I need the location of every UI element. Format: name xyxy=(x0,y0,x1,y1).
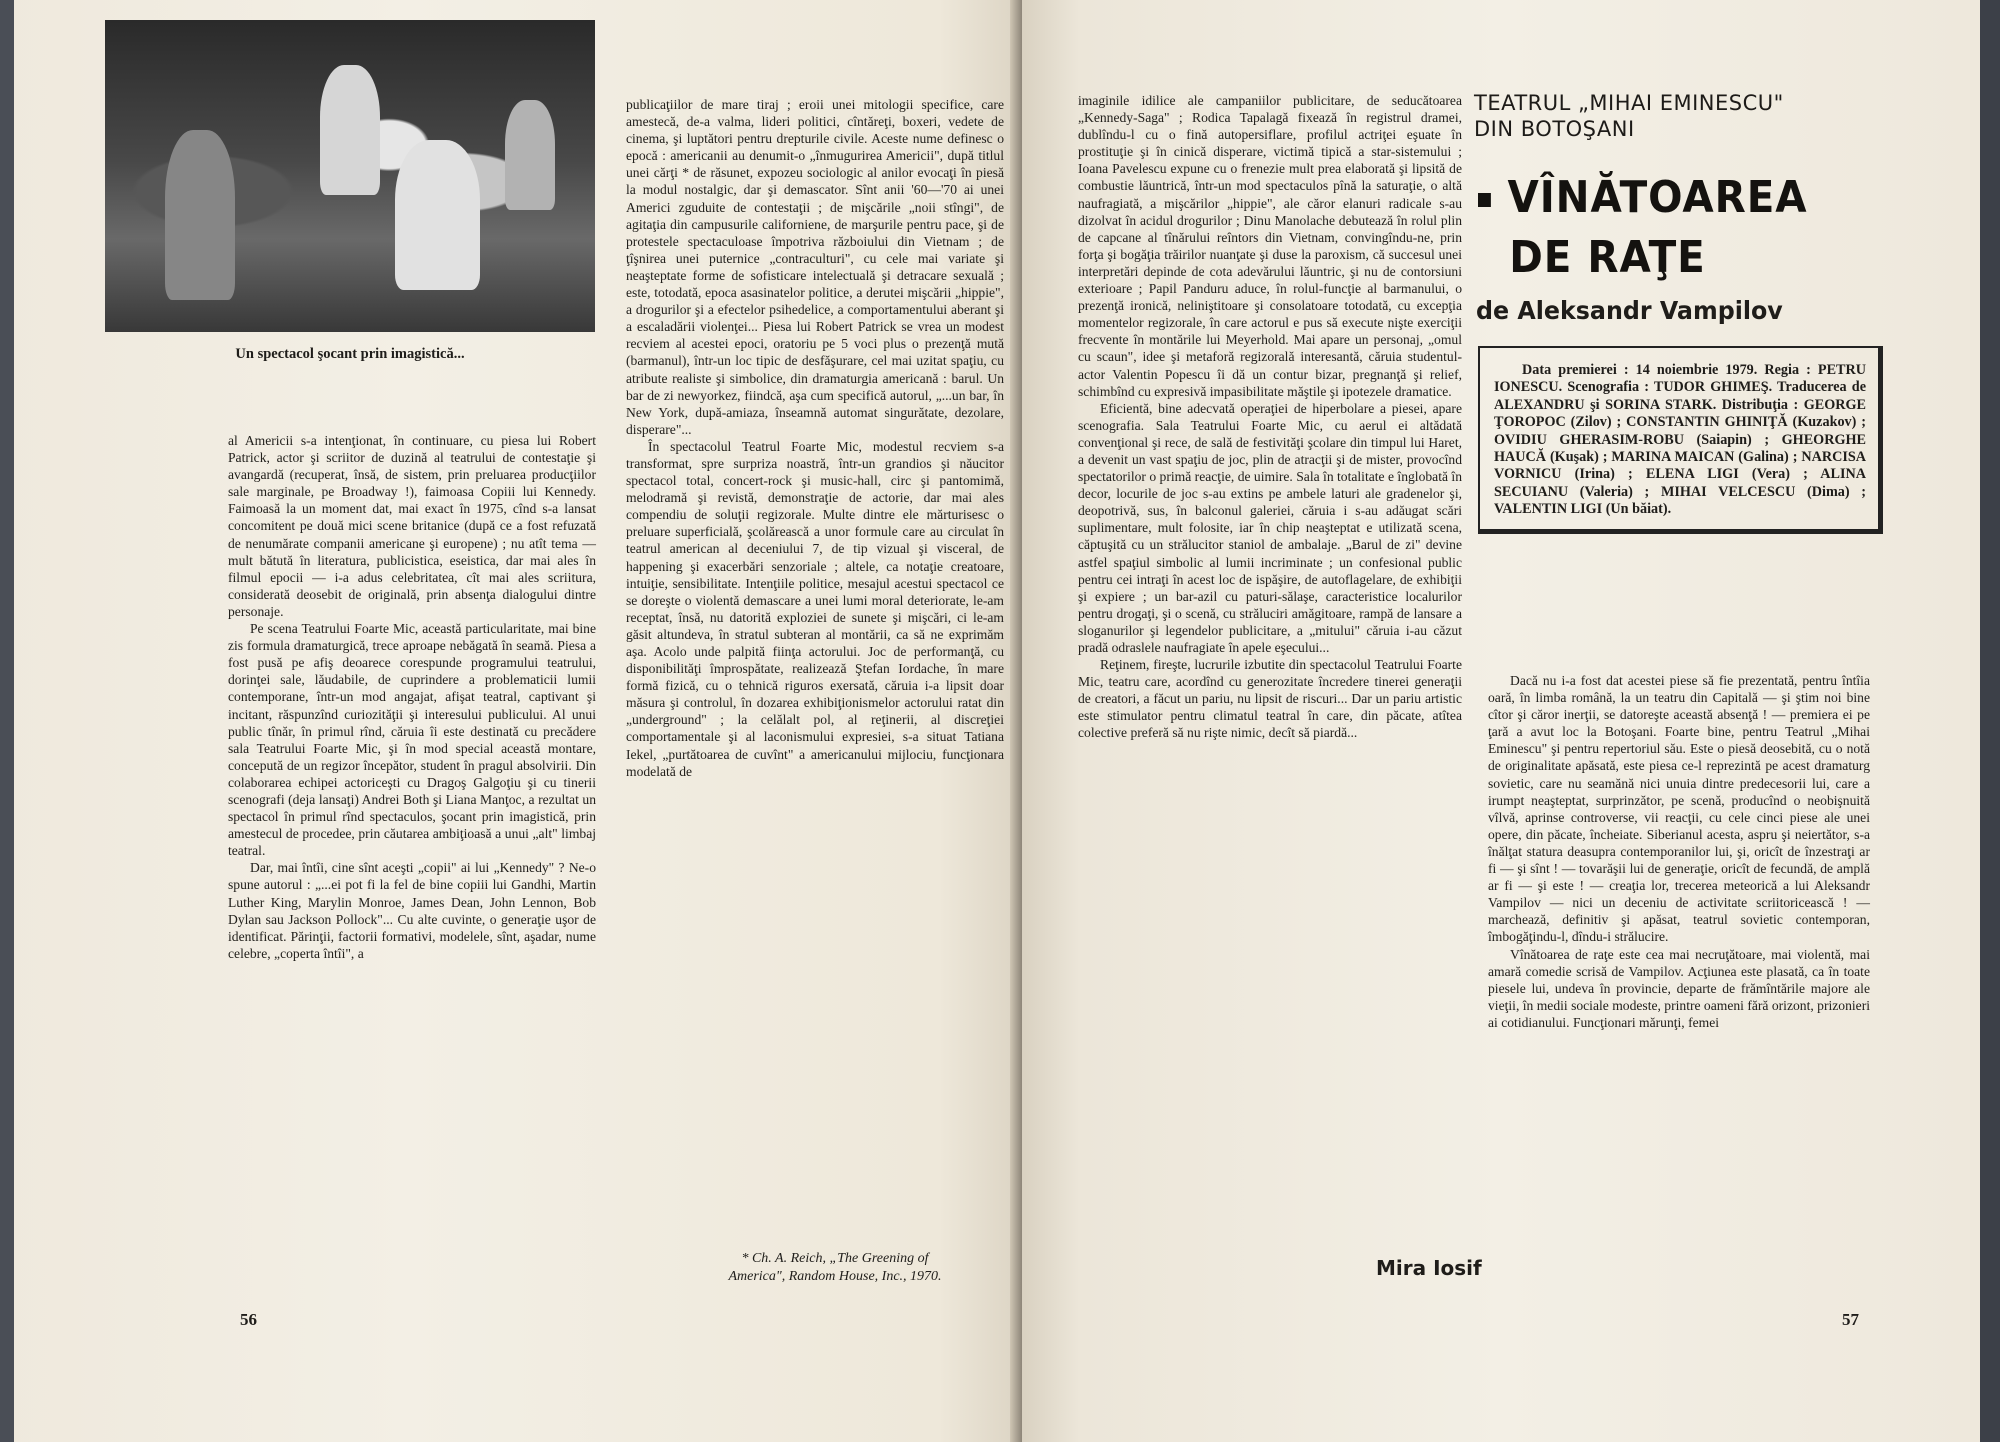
paragraph: Reţinem, fireşte, lucrurile izbutite din spectacolul Teatrului Foarte Mic, teatru care, acordînd cu generozitate încredere tinerei generaţii de creatori, a făcut un pariu, nu lipsit de riscuri... Dar un pariu artistic este stimulator pentru climatul teatral în care, din păcate, atîtea colective preferă să nu rişte nimic, decît să piardă... xyxy=(1078,657,1462,741)
paragraph: Vînătoarea de raţe este cea mai necruţătoare, mai violentă, mai amară comedie scrisă de Vampilov. Acţiunea este plasată, ca în toate piesele lui, undeva în provincie, departe de frămîntările majore ale vieţii, în medii sociale modeste, printre oameni fără orizont, prizonieri ai cotidianului. Funcţionari mărunţi, femei xyxy=(1488,946,1871,1030)
bullet-icon xyxy=(1478,193,1491,207)
credits-box: Data premierei : 14 noiembrie 1979. Regia : PETRU IONESCU. Scenografia : TUDOR GHIMEŞ. Traducerea de ALEXANDRU şi SORINA STARK. Distribuţia : GEORGE ŢOROPOC (Zilov) ; CONSTANTIN GHINIŢĂ (Kuzakov) ; OVIDIU GHERASIM-ROBU (Saiapin) ; GHEORGHE HAUCĂ (Kuşak) ; MARINA MAICAN (Galina) ; NARCISA VORNICU (Irina) ; ELENA LIGI (Vera) ; ALINA SECUIANU (Valeria) ; MIHAI VELCESCU (Dima) ; VALENTIN LIGI (Un băiat). xyxy=(1478,346,1883,534)
stage-photo xyxy=(105,20,595,332)
paragraph: Pe scena Teatrului Foarte Mic, această particularitate, mai bine zis formula dramaturgică, trece aproape nebăgată în seamă. Piesa a fost pusă pe afiş deoarece corespunde programului teatrului, dorinţei sale, lăudabile, de cuprindere a problematicii lumii contemporane, într-un mod angajat, afişat teatral, captivant şi incitant, răspunzînd curiozităţii şi interesului publicului. Al unui public tînăr, în primul rînd, căruia îi este destinată cu precădere sala Teatrului Foarte Mic, şi în mod special această montare, concepută de un regizor începător, student în pragul absolvirii. Din colaborarea echipei actoriceşti cu Dragoş Galgoţiu şi cu tinerii scenografi (deja lansaţi) Andrei Both şi Liana Manţoc, a rezultat un spectacol în primul rînd spectaculos, şocant prin imagistică, prin amestecul de procedee, prin căutarea ambiţioasă a unui „alt" limbaj teatral. xyxy=(228,621,596,859)
paragraph: Eficientă, bine adecvată operaţiei de hiperbolare a piesei, apare scenografia. Sala Teatrului Foarte Mic, cu aerul ei altădată convenţional şi rece, de sală de festivităţi şcolare din timpul lui Haret, a devenit un vast spaţiu de joc, plin de atracţii şi de mister, provocînd spectatorilor o primă reacţie, de uimire. Sala în totalitate e înglobată în decor, locurile de joc s-au extins pe ambele laturi ale gradenelor şi, deopotrivă, sus, în balconul galeriei, căruia i s-au adăugat scări suplimentare, mult folosite, iar în chip neaşteptat e utilizată scena, căptuşită cu un strălucitor staniol de ambalaje. „Barul de zi" devine astfel spaţiul simbolic al lumii incriminate ; un confesional public pentru cei intraţi în acest loc de ispăşire, de autoflagelare, de exhibiţii şi expiere ; un bar-azil cu paturi-sălaşe, caracteristice localurilor pentru drogaţi, şi o scenă, cu străluciri amăgitoare, rampă de lansare a sloganurilor şi legendelor publicitare, a „mitului" căruia i-au căzut pradă odraslele naufragiate în apele eşecului... xyxy=(1078,400,1462,655)
paragraph: publicaţiilor de mare tiraj ; eroii unei mitologii specifice, care amestecă, de-a valma, lideri politici, cîntăreţi, boxeri, vedete de cinema, şi luptători pentru drepturile civile. Aceste nume definesc o epocă : americanii au denumit-o „înmugurirea Americii", după titlul unei cărţi * de răsunet, expozeu sociologic al anilor evocaţi în piesă la modul nostalgic, dar şi demascator. Sînt anii '60—'70 ai unei Americi zguduite de contestaţii ; de mişcările „noii stîngi", de agitaţia din campusurile californiene, de marşurile pentru pace, şi de protestele spectaculoase împotriva războiului din Vietnam ; de ţîşnirea unei puternice „contraculturi", cu cele mai variate şi neaşteptate forme de sofisticare intelectuală şi detracare sexuală ; este, totodată, epoca asasinatelor politice, a derutei mişcării „hippie", a drogurilor şi a efectelor psihedelice, a comportamentului aberant şi a escaladării violenţei... Piesa lui Robert Patrick se vrea un modest recviem al acestei epoci, oratoriu pe 5 voci plus o prezenţă mută (barmanul), într-un loc tipic de desfăşurare, cel mai uzitat spaţiu, cu atribute realiste şi simbolice, din dramaturgia americană : barul. Un bar de zi newyorkez, fiindcă, aşa cum specifică autorul, „...un bar, în New York, după-amiaza, înseamnă automat singurătate, dezolare, disperare"... xyxy=(626,97,1004,437)
paragraph: Dacă nu i-a fost dat acestei piese să fie prezentată, pentru întîia oară, în limba română, la un teatru din Capitală — şi ştim noi bine cîtor şi căror inerţii, se datoreşte această absenţă ! — premiera ei pe ţară a avut loc la Botoşani. Foarte bine, pentru Teatrul „Mihai Eminescu" şi pentru repertoriul său. Este o piesă deosebită, cu o notă de originalitate apăsată, este piesa ce-l reprezintă pe acest dramaturg sovietic, care nu seamănă nici unuia dintre predecesorii lui, care a irumpt neaşteptat, surprinzător, pe scenă, producînd o neobişnuită vîlvă, aprinse controverse, vii reacţii, cu cele cinci piese ale unei opere, din păcate, încheiate. Siberianul acesta, aspru şi neiertător, s-a înălţat statura deasupra contemporanilor lui, şi, oricît de înzestraţi ar fi — şi sînt ! — tovarăşii lui de generaţie, oricît de fecundă, de amplă ar fi — şi este ! — creaţia lor, trecerea meteorică a lui Aleksandr Vampilov — nici un deceniu de activitate scriitoricească ! — marchează, definitiv şi apăsat, teatrul sovietic contemporan, îmbogăţindu-l, dîndu-i strălucire. xyxy=(1488,673,1870,945)
photo-caption: Un spectacol şocant prin imagistică... xyxy=(235,346,465,362)
binding-edge-right xyxy=(1980,0,2000,1442)
page-number-right: 57 xyxy=(1842,1310,1859,1329)
play-author: de Aleksandr Vampilov xyxy=(1476,296,1783,325)
left-column-1 xyxy=(228,432,596,962)
play-title: VÎNĂTOAREA DE RAŢE xyxy=(1478,168,1855,288)
author-signature: Mira Iosif xyxy=(1376,1256,1482,1280)
binding-edge-left xyxy=(0,0,14,1442)
theatre-heading: TEATRUL „MIHAI EMINESCU" DIN BOTOŞANI xyxy=(1474,91,1784,141)
right-column-1 xyxy=(1078,92,1462,742)
paragraph: Dar, mai întîi, cine sînt aceşti „copii" ai lui „Kennedy" ? Ne-o spune autorul : „...ei pot fi la fel de bine copiii lui Gandhi, Martin Luther King, Marylin Monroe, James Dean, John Lennon, Bob Dylan sau Jackson Pollock"... Cu alte cuvinte, o generaţie uşor de identificat. Părinţii, factorii formativi, modelele, sînt, aşadar, nume celebre, „coperta întîi", a xyxy=(228,860,596,961)
right-column-2 xyxy=(1488,672,1870,1031)
page-number-left: 56 xyxy=(240,1310,257,1329)
paragraph: imaginile idilice ale campaniilor publicitare, de seducătoarea „Kennedy-Saga" ; Rodica Tapalagă fixează în registrul dramei, dublîndu-l cu o fină autopersiflare, profilul actriţei eşuate în prostituţie şi în cinică disperare, victimă tipică a star-sistemului ; Ioana Pavelescu expune cu o frenezie mult prea elaborată şi lipsită de combustie lăuntrică, într-un mod spectaculos pînă la saturaţie, o altă naufragiată, a mişcărilor „hippie", ale căror elanuri radicale s-au dizolvat în acidul drogurilor ; Dinu Manolache debutează în rolul plin de capcane al tînărului reîntors din Vietnam, convingîndu-ne, prin forţa şi bogăţia trăirilor nuanţate şi duse la paroxism, că succesul unei interpretări depinde de cota adevărului lăuntric, şi nu de contorsiuni exterioare ; Papil Panduru aduce, în rolul-funcţie al barmanului, o prezenţă ironică, neliniştitoare şi consolatoare totodată, cu excepţia momentelor regizorale, în care actorul e pus să execute nişte exerciţii frecvente în montările lui Meyerhold. Mai apare un personaj, „omul cu scaun", idee şi metaforă regizorală interesantă, căruia studentul-actor Valentin Popescu îi dă un contur bizar, pregnanţă şi relief, schimbînd cu expresivă impasibilitate măştile şi ipotezele dramatice. xyxy=(1078,93,1462,399)
paragraph: al Americii s-a intenţionat, în continuare, cu piesa lui Robert Patrick, actor şi scriitor de duzină al teatrului de contestaţie şi avangardă (recuperat, însă, de sistem, prin preluarea producţiilor sale marginale, pe Broadway !), faimoasa Copiii lui Kennedy. Faimoasă la un moment dat, mai exact în 1975, cînd s-a lansat concomitent pe două mici scene britanice (după ce a fost refuzată de nenumărate companii americane şi europene) ; nu atît tema — mult bătută în literatura, publicistica, eseistica, dar mai ales în filmul epocii — i-a adus celebritatea, cît mai ales scriitura, considerată deosebit de originală, prin absenţa dialogului dintre personaje. xyxy=(228,433,596,619)
footnote: * Ch. A. Reich, „The Greening of America", Random House, Inc., 1970. xyxy=(728,1251,942,1284)
paragraph: În spectacolul Teatrul Foarte Mic, modestul recviem s-a transformat, spre surpriza noastră, într-un grandios şi năucitor spectacol total, concert-rock şi music-hall, circ şi pantomimă, melodramă şi revistă, demonstraţie de actorie, dar mai ales compendiu de soluţii regizorale. Multe dintre ele mărturisesc o preluare superficială, şcolărească a unor formule care au circulat în teatrul american al deceniului 7, de tip vizual şi visceral, de happening şi exacerbări senzoriale ; altele, ca notaţie creatoare, intuiţie, sensibilitate. Intenţiile politice, mesajul acestui spectacol ce se doreşte o violentă demascare a unei lumi moral deteriorate, le-am receptat, însă, nu datorită exploziei de sunete şi mişcări, ci le-am găsit altundeva, în stratul subteran al montării, ca să ne exprimăm aşa. Acolo unde palpită fiinţa actorului. Joc de performanţă, cu disponibilităţi împrospătate, realizează Ştefan Iordache, în mare formă fizică, cu o tehnică riguros exersată, căruia i-a lipsit doar măsura şi controlul, în dozarea exhibiţionismelor actorului ratat din „underground" ; la celălalt pol, al reţinerii, al discreţiei comportamentale şi al laconismului expresiei, s-a situat Tatiana Iekel, „purtătoarea de cuvînt" a americanului mijlociu, funcţionara modelată de xyxy=(626,438,1004,779)
left-column-2 xyxy=(626,96,1004,780)
